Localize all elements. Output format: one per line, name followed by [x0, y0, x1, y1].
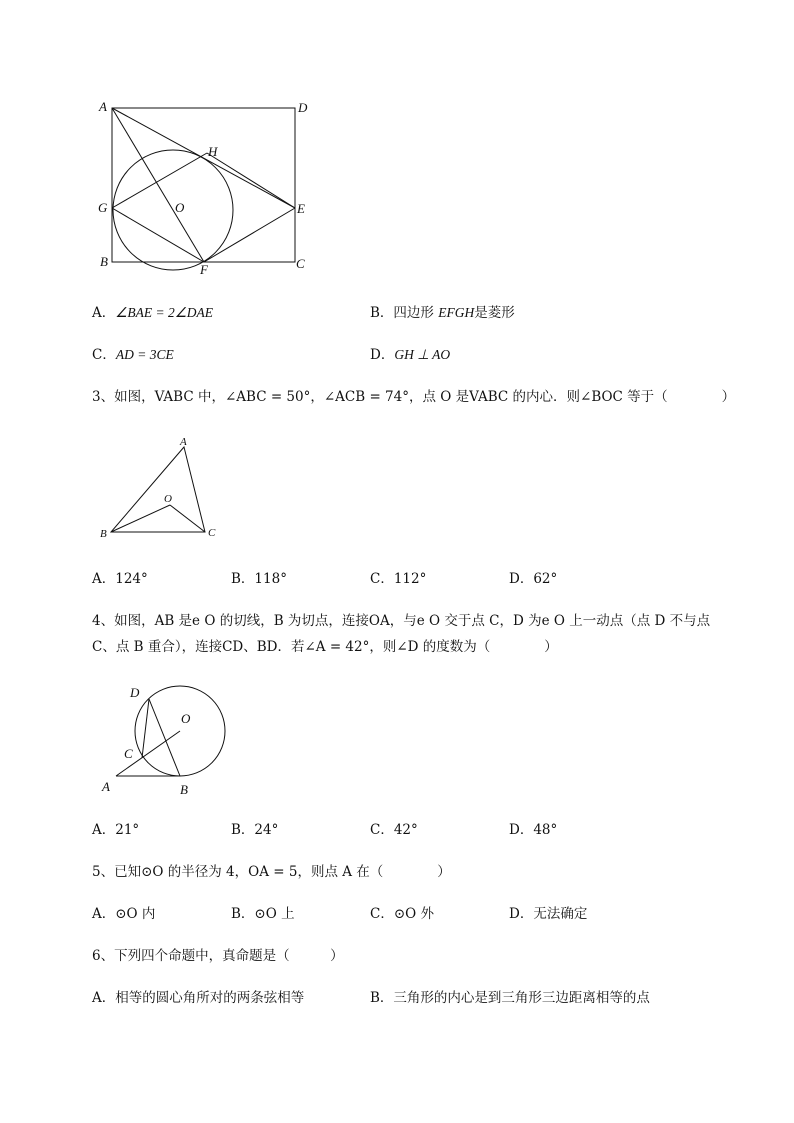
q2-option-c-prefix: C． [92, 347, 116, 363]
fig4-label-B: B [180, 782, 188, 797]
fig4-label-D: D [130, 685, 140, 700]
fig1-label-G: G [98, 200, 108, 215]
q5-option-a: A．⊙O 内 [92, 906, 156, 922]
fig3-label-A: A [180, 436, 187, 448]
fig1-label-E: E [297, 201, 305, 216]
q4-option-b: B．24° [231, 822, 279, 838]
q4-option-c: C．42° [370, 822, 418, 838]
q4-stem-line2: C、点 B 重合），连接CD、BD．若∠A = 42°，则∠D 的度数为（ ） [92, 639, 558, 655]
q4-option-a: A．21° [92, 822, 140, 838]
q5-stem: 5、已知⊙O 的半径为 4，OA = 5，则点 A 在（ ） [92, 864, 451, 880]
q3-stem: 3、如图，VABC 中，∠ABC = 50°，∠ACB = 74°，点 O 是VABC 的内心．则∠BOC 等于（ ） [92, 389, 736, 405]
q2-option-c-text: AD = 3CE [115, 347, 174, 362]
q2-option-c [92, 346, 174, 364]
q3-option-b: B．118° [231, 571, 287, 587]
q6-option-a: A．相等的圆心角所对的两条弦相等 [92, 990, 305, 1006]
fig4-label-C: C [124, 746, 133, 761]
q5-option-c: C．⊙O 外 [370, 906, 434, 922]
figure-triangle-incenter [95, 432, 235, 542]
fig3-label-B: B [100, 528, 107, 540]
figure-rectangle-circle [90, 95, 330, 285]
fig1-label-H: H [208, 144, 218, 159]
fig1-label-D: D [298, 100, 308, 115]
q2-option-b-prefix: B． [370, 305, 394, 321]
q4-option-d: D．48° [509, 822, 558, 838]
q2-option-b [370, 304, 515, 322]
q2-option-a-prefix: A． [92, 305, 116, 321]
fig4-label-O: O [181, 711, 191, 726]
fig1-label-A: A [99, 99, 107, 114]
fig3-label-C: C [208, 527, 216, 539]
q6-stem: 6、下列四个命题中，真命题是（ ） [92, 948, 344, 964]
q3-option-d: D．62° [509, 571, 558, 587]
q2-option-b-text-b: 是菱形 [474, 305, 515, 321]
q2-option-b-math: EFGH [438, 305, 475, 320]
fig3-label-O: O [164, 493, 172, 505]
fig1-label-O: O [175, 200, 185, 215]
fig1-label-F: F [200, 262, 208, 277]
q6-option-b: B．三角形的内心是到三角形三边距离相等的点 [370, 990, 650, 1006]
q3-option-c: C．112° [370, 571, 427, 587]
q4-stem-line1: 4、如图，AB 是e O 的切线，B 为切点，连接OA，与e O 交于点 C，D 为e O 上一动点（点 D 不与点 [92, 613, 711, 629]
q2-option-a [92, 304, 213, 322]
fig1-label-C: C [296, 256, 305, 271]
q2-option-d-text: GH ⊥ AO [394, 347, 451, 362]
fig1-label-B: B [100, 254, 108, 269]
q2-option-a-text: ∠BAE = 2∠DAE [115, 305, 214, 320]
q2-option-b-text-a: 四边形 [393, 305, 439, 321]
q2-option-d-prefix: D． [370, 347, 395, 363]
q5-option-b: B．⊙O 上 [231, 906, 295, 922]
fig4-label-A: A [102, 779, 110, 794]
figure-tangent-circle [95, 680, 245, 800]
q2-option-d [370, 346, 450, 364]
q3-option-a: A．124° [92, 571, 148, 587]
q5-option-d: D．无法确定 [509, 906, 588, 922]
